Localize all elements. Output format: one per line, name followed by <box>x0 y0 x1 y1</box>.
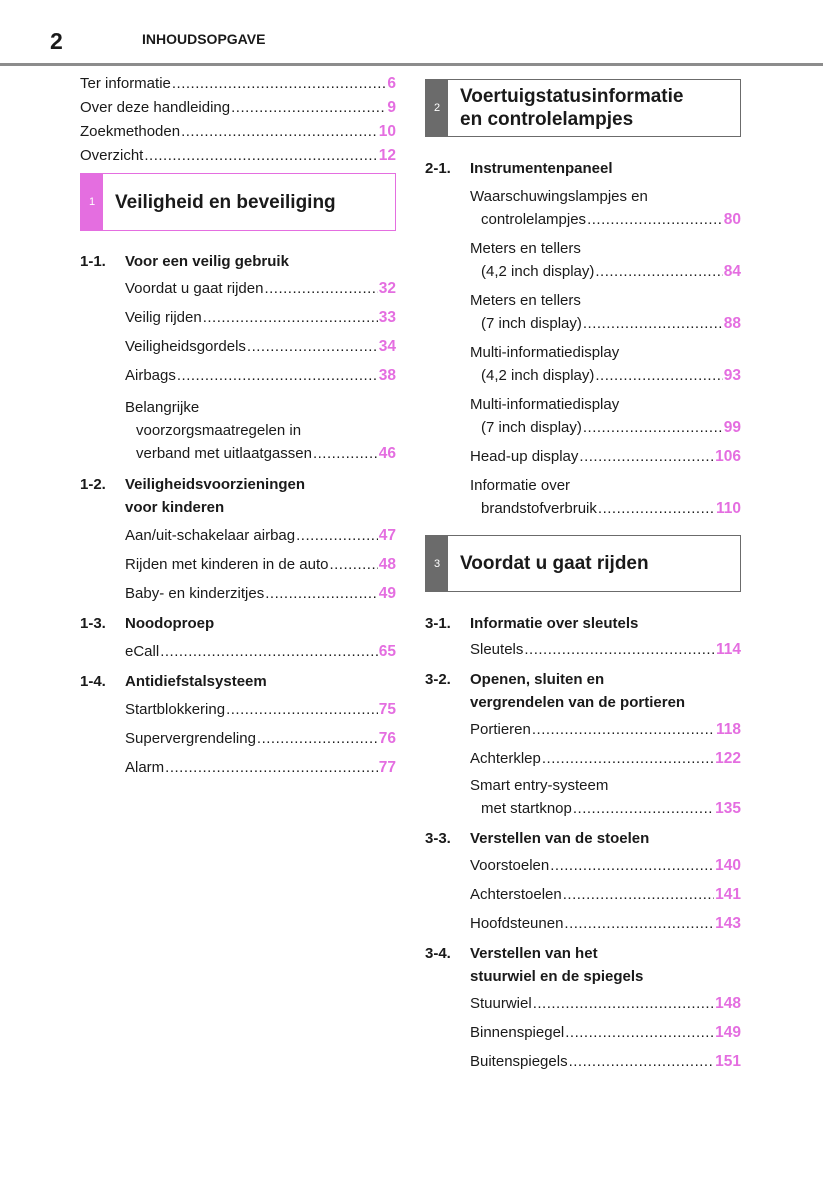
page-ref: 140 <box>715 857 741 874</box>
chapter-heading-3[interactable] <box>425 535 741 592</box>
section-heading[interactable]: 3-4. Verstellen van het stuurwiel en de spiegels <box>425 945 644 985</box>
toc-entry-multiline[interactable]: Smart entry-systeem met startknop ..... 135 <box>470 774 741 820</box>
page-ref: 84 <box>723 263 741 280</box>
toc-entry[interactable]: Stuurwiel ..... 148 <box>470 995 741 1013</box>
page-ref: 88 <box>723 315 741 332</box>
page-ref: 32 <box>378 280 396 297</box>
toc-entry[interactable]: Veiligheidsgordels ..... 34 <box>125 338 396 356</box>
toc-entry-multiline[interactable]: Meters en tellers (4,2 inch display) ..... 84 <box>470 237 741 283</box>
page-ref: 114 <box>715 641 741 658</box>
section-heading[interactable]: 3-3. Verstellen van de stoelen <box>425 830 650 847</box>
page-ref: 80 <box>723 211 741 228</box>
page-ref: 93 <box>723 367 741 384</box>
toc-entry[interactable]: Overzicht ..... 12 <box>80 147 396 165</box>
section-heading[interactable]: 1-3. Noodoproep <box>80 615 215 632</box>
toc-entry-multiline[interactable]: Belangrijke voorzorgsmaatregelen in verband met uitlaatgassen ..... 46 <box>125 396 396 465</box>
toc-entry[interactable]: Binnenspiegel ..... 149 <box>470 1024 741 1042</box>
chapter-heading-2[interactable] <box>425 79 741 137</box>
toc-entry[interactable]: Aan/uit-schakelaar airbag ..... 47 <box>125 527 396 545</box>
toc-entry[interactable]: Voorstoelen ..... 140 <box>470 857 741 875</box>
page-ref: 122 <box>715 750 741 767</box>
toc-entry[interactable]: Airbags ..... 38 <box>125 367 396 385</box>
page-title: INHOUDSOPGAVE <box>142 31 266 47</box>
page-ref: 149 <box>715 1024 741 1041</box>
page-ref: 6 <box>387 75 396 92</box>
toc-entry[interactable]: Alarm ..... 77 <box>125 759 396 777</box>
toc-entry[interactable]: Voordat u gaat rijden ..... 32 <box>125 280 396 298</box>
toc-entry[interactable]: Head-up display ..... 106 <box>470 445 741 468</box>
page-ref: 75 <box>378 701 396 718</box>
chapter-number-tab: 1 <box>81 174 103 230</box>
page-ref: 10 <box>378 123 396 140</box>
chapter-number-tab: 2 <box>426 80 448 136</box>
page-ref: 77 <box>378 759 396 776</box>
toc-left-column <box>80 75 396 777</box>
page-ref: 106 <box>715 448 741 465</box>
toc-entry[interactable]: Supervergrendeling ..... 76 <box>125 730 396 748</box>
page-ref: 65 <box>378 643 396 660</box>
chapter-number-tab: 3 <box>426 536 448 591</box>
chapter-title: Veiligheid en beveiliging <box>115 191 336 213</box>
page-ref: 143 <box>715 915 741 932</box>
toc-entry[interactable]: Over deze handleiding ..... 9 <box>80 99 396 117</box>
toc-entry[interactable]: Achterklep ..... 122 <box>470 750 741 768</box>
page-ref: 49 <box>378 585 396 602</box>
toc-entry[interactable]: Sleutels ..... 114 <box>470 641 741 659</box>
toc-entry[interactable]: Buitenspiegels ..... 151 <box>470 1053 741 1071</box>
page-ref: 38 <box>378 367 396 384</box>
chapter-title: Voertuigstatusinformatie en controlelampjes <box>460 86 684 130</box>
chapter-heading-1[interactable] <box>80 173 396 231</box>
section-heading[interactable]: 1-2. Veiligheidsvoorzieningen voor kinderen <box>80 476 306 516</box>
page-ref: 47 <box>378 527 396 544</box>
page-ref: 99 <box>723 419 741 436</box>
page-ref: 9 <box>387 99 396 116</box>
page-ref: 34 <box>378 338 396 355</box>
toc-entry[interactable]: Baby- en kinderzitjes ..... 49 <box>125 585 396 603</box>
toc-entry[interactable]: Portieren ..... 118 <box>470 721 741 739</box>
toc-entry-multiline[interactable]: Waarschuwingslampjes en controlelampjes ..... 80 <box>470 185 741 231</box>
header-divider <box>0 63 823 66</box>
toc-entry[interactable]: Veilig rijden ..... 33 <box>125 309 396 327</box>
page-ref: 141 <box>715 886 741 903</box>
toc-right-column <box>425 79 741 1071</box>
toc-entry[interactable]: Hoofdsteunen ..... 143 <box>470 915 741 933</box>
section-heading[interactable]: 2-1. Instrumentenpaneel <box>425 160 613 177</box>
toc-entry-multiline[interactable]: Meters en tellers (7 inch display) ..... 88 <box>470 289 741 335</box>
toc-entry[interactable]: Startblokkering ..... 75 <box>125 701 396 719</box>
page-ref: 148 <box>715 995 741 1012</box>
page-ref: 46 <box>378 445 396 462</box>
section-heading[interactable]: 3-2. Openen, sluiten en vergrendelen van de portieren <box>425 671 686 711</box>
page-ref: 135 <box>715 800 741 817</box>
toc-entry[interactable]: eCall ..... 65 <box>125 643 396 661</box>
page-ref: 151 <box>715 1053 741 1070</box>
toc-entry[interactable]: Rijden met kinderen in de auto ..... 48 <box>125 556 396 574</box>
section-heading[interactable]: 1-4. Antidiefstalsysteem <box>80 673 267 690</box>
page-ref: 76 <box>378 730 396 747</box>
page-ref: 48 <box>378 556 396 573</box>
section-heading[interactable]: 1-1. Voor een veilig gebruik <box>80 253 289 270</box>
section-heading[interactable]: 3-1. Informatie over sleutels <box>425 615 639 632</box>
page-ref: 33 <box>378 309 396 326</box>
toc-entry-multiline[interactable]: Informatie over brandstofverbruik ..... 110 <box>470 474 741 520</box>
toc-entry[interactable]: Zoekmethoden ..... 10 <box>80 123 396 141</box>
toc-entry-multiline[interactable]: Multi-informatiedisplay (4,2 inch display) ..... 93 <box>470 341 741 387</box>
page-ref: 110 <box>715 500 741 517</box>
toc-entry[interactable]: Achterstoelen ..... 141 <box>470 886 741 904</box>
toc-entry[interactable]: Ter informatie ..... 6 <box>80 75 396 93</box>
page-ref: 118 <box>715 721 741 738</box>
chapter-title: Voordat u gaat rijden <box>460 553 649 574</box>
page-number: 2 <box>50 28 63 54</box>
toc-entry-multiline[interactable]: Multi-informatiedisplay (7 inch display) ..... 99 <box>470 393 741 439</box>
page-ref: 12 <box>378 147 396 164</box>
